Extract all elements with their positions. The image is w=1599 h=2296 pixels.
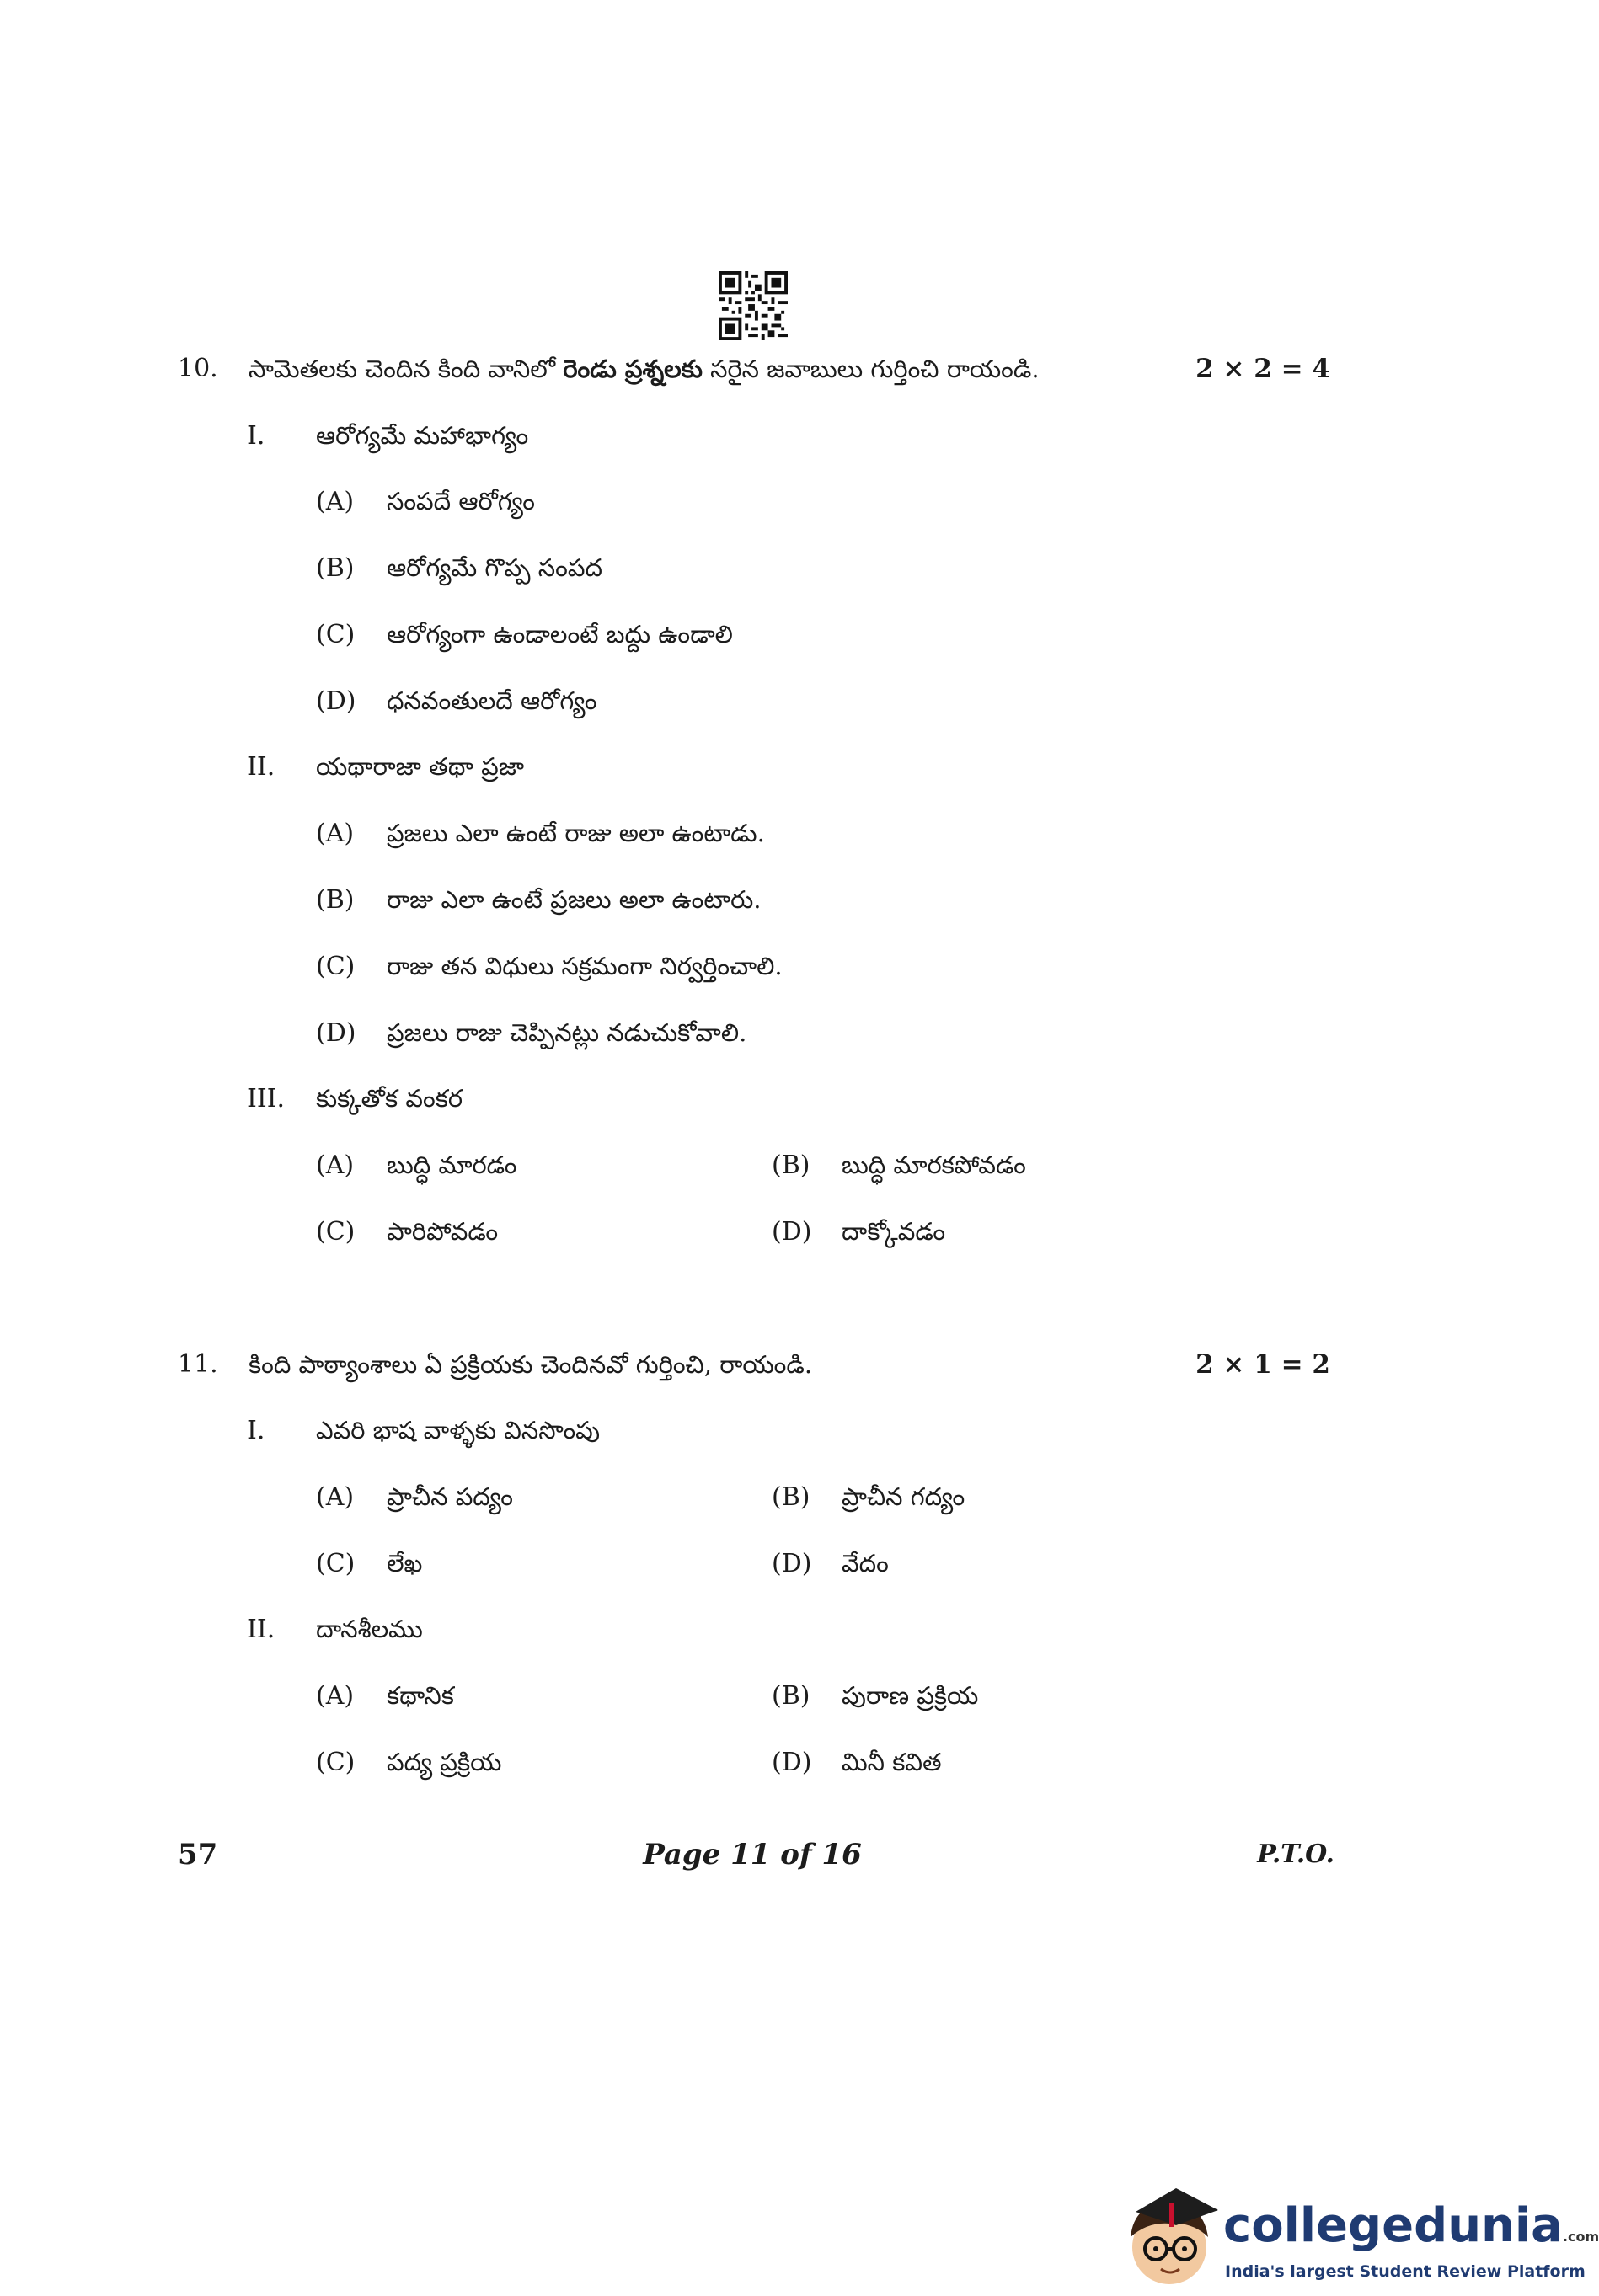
q11-item-1-roman: I. [247,1416,265,1445]
q10-1-option-b-label: (B) [316,553,355,583]
q10-2-option-d-label: (D) [316,1018,356,1048]
q10-3-option-c-text: పారిపోవడం [387,1217,499,1246]
q11-1-option-d-label: (D) [772,1549,812,1578]
q10-2-option-a-label: (A) [316,819,355,848]
brand-name [1223,2198,1599,2253]
q10-3-option-a-label: (A) [316,1151,355,1180]
q11-1-option-a-text: ప్రాచీన పద్యం [387,1482,513,1511]
paper-code: 57 [178,1838,218,1872]
q10-3-option-c-label: (C) [316,1217,356,1247]
q11-2-option-c-text: పద్య ప్రక్రియ [387,1748,502,1776]
mascot-logo-icon [1119,2178,1227,2296]
q10-2-option-a-text: ప్రజలు ఎలా ఉంటే రాజు అలా ఉంటాడు. [387,819,765,847]
q10-1-option-d-text: ధనవంతులదే ఆరోగ్యం [387,686,597,715]
question-10-stem-part1: సామెతలకు చెందిన కింది వానిలో [249,355,564,383]
brand-tagline: India's largest Student Review Platform [1225,2262,1586,2281]
question-10-stem-bold: రెండు ప్రశ్నలకు [563,355,703,383]
q10-3-option-b-text: బుద్ధి మారకపోవడం [842,1151,1026,1179]
question-10-marks: 2 × 2 = 4 [1195,354,1330,384]
q10-1-option-b-text: ఆరోగ్యమే గొప్ప సంపద [387,553,602,582]
question-10-stem-part2: సరైన జవాబులు గుర్తించి రాయండి. [702,355,1040,383]
q10-3-option-b-label: (B) [772,1151,810,1180]
q11-2-option-c-label: (C) [316,1748,356,1777]
q11-1-option-d-text: వేదం [842,1549,889,1578]
q10-item-2-roman: II. [247,752,275,782]
q11-item-2-text: దానశీలము [316,1615,423,1643]
q10-3-option-d-label: (D) [772,1217,812,1247]
question-11-number: 11. [178,1349,218,1379]
question-11-marks: 2 × 1 = 2 [1195,1349,1330,1380]
question-10-stem [249,355,1040,390]
q10-2-option-c-text: రాజు తన విధులు సక్రమంగా నిర్వర్తించాలి. [387,952,783,980]
q10-item-2-text: యథారాజా తథా ప్రజా [316,752,525,781]
q11-2-option-a-text: కథానిక [387,1681,454,1710]
q11-2-option-b-label: (B) [772,1681,810,1711]
q11-1-option-c-label: (C) [316,1549,356,1578]
q10-2-option-d-text: ప్రజలు రాజు చెప్పినట్లు నడుచుకోవాలి. [387,1018,747,1047]
q11-item-1-text: ఎవరి భాష వాళ్ళకు వినసొంపు [316,1416,601,1444]
pto-label: P.T.O. [1257,1839,1334,1869]
q11-1-option-c-text: లేఖ [387,1549,423,1578]
q10-3-option-d-text: దాక్కోవడం [842,1217,946,1246]
q10-item-3-roman: III. [247,1084,286,1113]
q11-2-option-d-text: మినీ కవిత [842,1748,942,1776]
q11-1-option-b-text: ప్రాచీన గద్యం [842,1482,965,1511]
q10-1-option-a-text: సంపదే ఆరోగ్యం [387,487,535,515]
q10-1-option-a-label: (A) [316,487,355,516]
q10-3-option-a-text: బుద్ధి మారడం [387,1151,517,1179]
brand-suffix: .com [1562,2229,1599,2245]
brand-name-text: collegedunia [1223,2198,1563,2253]
q10-2-option-c-label: (C) [316,952,356,981]
q10-1-option-d-label: (D) [316,686,356,716]
question-10-number: 10. [178,354,218,383]
q10-item-1-roman: I. [247,421,265,451]
page-number: Page 11 of 16 [643,1838,862,1872]
q11-1-option-b-label: (B) [772,1482,810,1512]
question-11-stem: కింది పాఠ్యాంశాలు ఏ ప్రక్రియకు చెందినవో గుర్తించి, రాయండి. [249,1350,813,1379]
q11-2-option-a-label: (A) [316,1681,355,1711]
q10-2-option-b-text: రాజు ఎలా ఉంటే ప్రజలు అలా ఉంటారు. [387,885,762,914]
q10-item-1-text: ఆరోగ్యమే మహాభాగ్యం [316,421,529,450]
q11-2-option-d-label: (D) [772,1748,812,1777]
q10-1-option-c-label: (C) [316,620,356,649]
q10-1-option-c-text: ఆరోగ్యంగా ఉండాలంటే బద్దు ఉండాలి [387,620,733,649]
q11-1-option-a-label: (A) [316,1482,355,1512]
q10-item-3-text: కుక్కతోక వంకర [316,1084,463,1113]
q11-item-2-roman: II. [247,1615,275,1644]
qr-code [719,271,788,340]
q11-2-option-b-text: పురాణ ప్రక్రియ [842,1681,979,1710]
q10-2-option-b-label: (B) [316,885,355,915]
